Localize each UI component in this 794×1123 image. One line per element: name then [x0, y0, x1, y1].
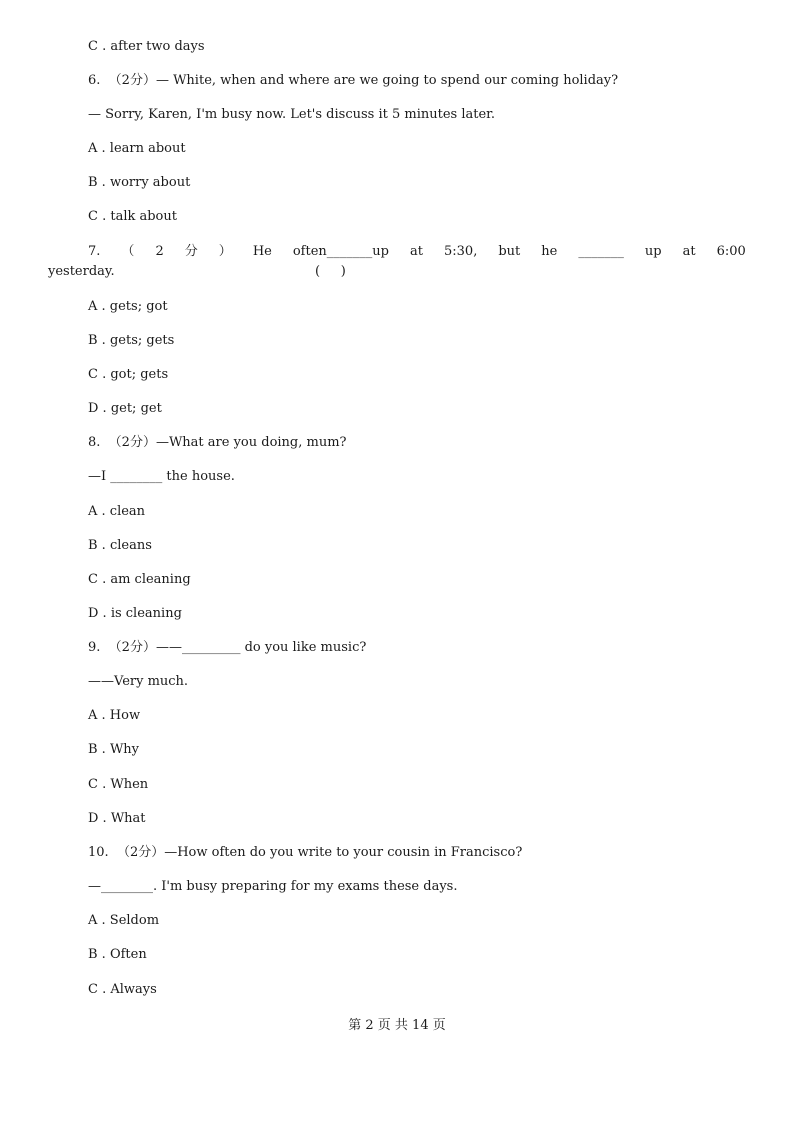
q7-stem-line1 — [88, 243, 746, 261]
q7-token: 7. — [88, 244, 101, 259]
q7-token: 5:30, — [444, 244, 478, 259]
q7-option-a: A . gets; got — [88, 299, 168, 314]
q7-token: at — [410, 244, 423, 259]
q10-option-a: A . Seldom — [88, 913, 160, 928]
q6-stem-reply: — Sorry, Karen, I'm busy now. Let's discuss it 5 minutes later. — [88, 107, 496, 122]
q7-token: He — [252, 244, 272, 259]
q10-stem: 10. （2分）—How often do you write to your cousin in Francisco? — [88, 845, 523, 860]
q8-stem: 8. （2分）—What are you doing, mum? — [88, 435, 347, 450]
q10-option-b: B . Often — [88, 947, 147, 962]
q10-option-c: C . Always — [88, 982, 157, 997]
q7-token: _______ — [578, 244, 624, 259]
q8-option-a: A . clean — [88, 504, 146, 519]
q7-option-b: B . gets; gets — [88, 333, 175, 348]
q10-stem-reply: —________. I'm busy preparing for my exams these days. — [88, 879, 458, 894]
q8-option-d: D . is cleaning — [88, 606, 182, 621]
q8-option-b: B . cleans — [88, 538, 152, 553]
q7-token: 2 — [155, 244, 164, 259]
q7-token: at — [682, 244, 696, 259]
q5-option-c: C . after two days — [88, 39, 205, 54]
q8-stem-reply: —I ________ the house. — [88, 469, 235, 484]
q8-option-c: C . am cleaning — [88, 572, 191, 587]
q7-token: often_______up — [292, 244, 389, 259]
q7-stem-line2: yesterday. — [48, 264, 115, 279]
q6-stem: 6. （2分）— White, when and where are we going to spend our coming holiday? — [88, 73, 619, 88]
q6-option-a: A . learn about — [88, 141, 186, 156]
q7-token: 6:00 — [716, 244, 746, 259]
page-footer: 第 2 页 共 14 页 — [348, 1018, 446, 1033]
q7-token: up — [644, 244, 662, 259]
q9-option-a: A . How — [88, 708, 141, 723]
q7-token: but — [498, 244, 521, 259]
q7-token: he — [541, 244, 558, 259]
q9-option-d: D . What — [88, 811, 146, 826]
q9-option-c: C . When — [88, 777, 149, 792]
q7-token: （ — [121, 244, 135, 259]
q9-option-b: B . Why — [88, 742, 140, 757]
q7-answer-paren: ( ) — [315, 264, 346, 279]
q9-stem-reply: ——Very much. — [88, 674, 189, 689]
q9-stem: 9. （2分）——_________ do you like music? — [88, 640, 367, 655]
q7-option-d: D . get; get — [88, 401, 162, 416]
q7-token: 分 — [184, 244, 198, 259]
q6-option-b: B . worry about — [88, 175, 191, 190]
q7-option-c: C . got; gets — [88, 367, 169, 382]
q7-token: ） — [218, 244, 232, 259]
q6-option-c: C . talk about — [88, 209, 177, 224]
